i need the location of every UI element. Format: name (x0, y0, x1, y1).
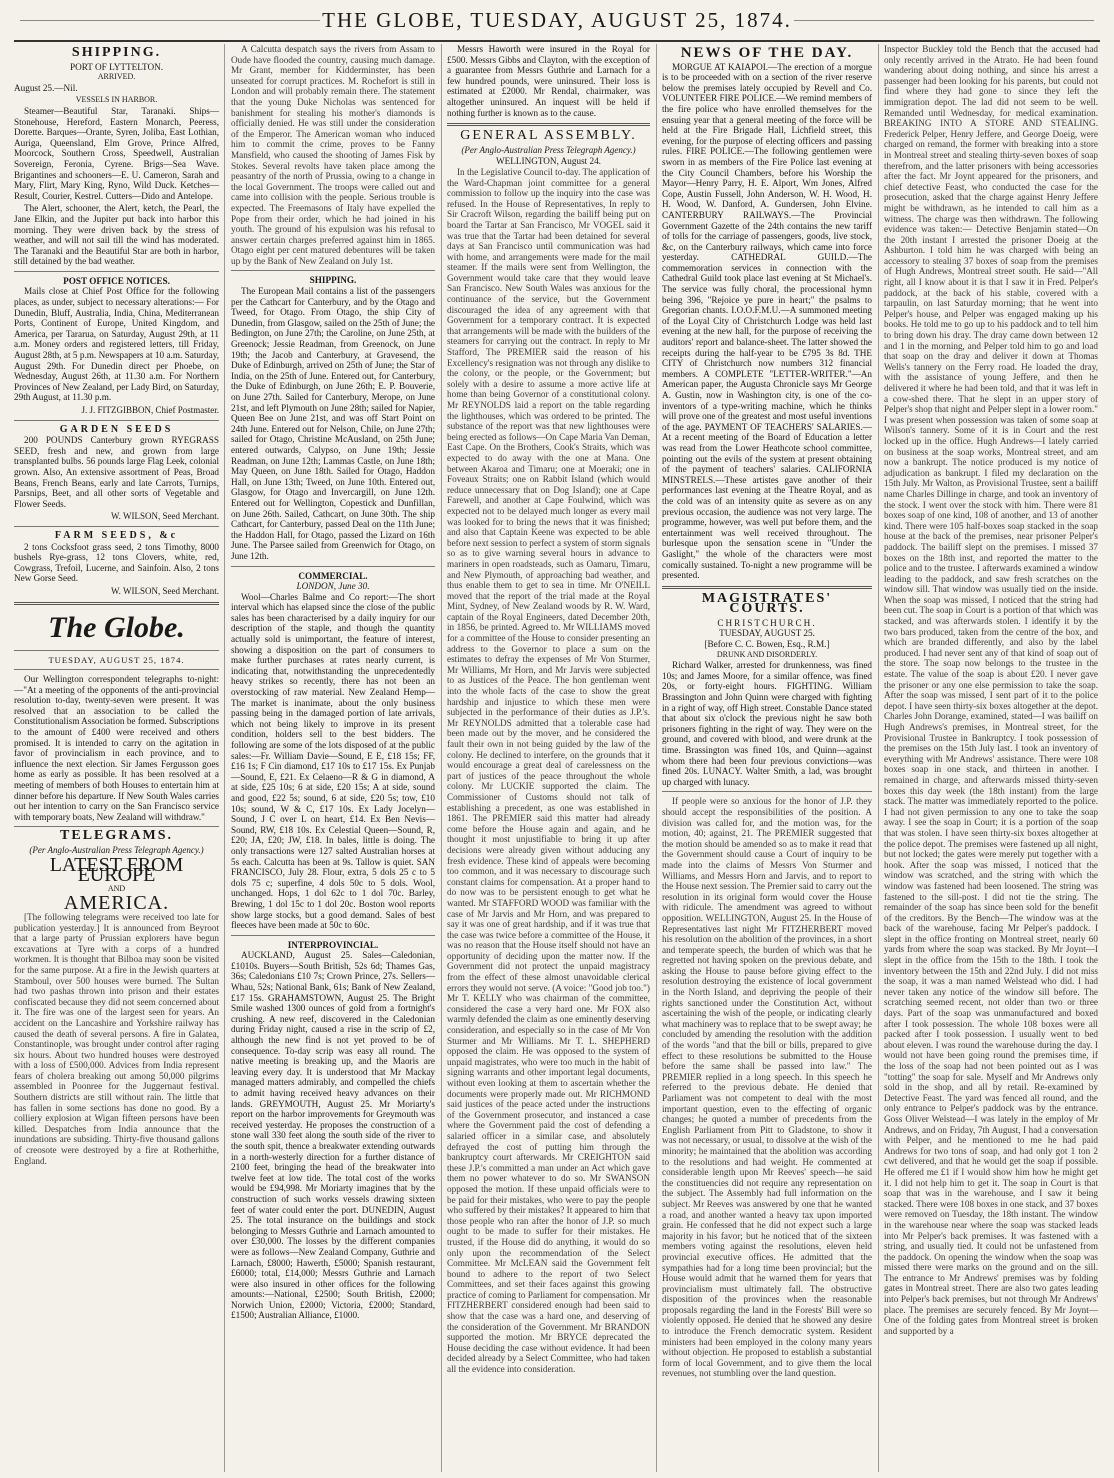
court-report-text: Inspector Buckley told the Bench that the accused had only recently arrived in the Atrato. He had been found wandering about doing nothing, and since his arrest a passenger had been looking for his parents, but could not find where they had gone to since they left the immigration depot. The lad did not seem to be well. Remanded until Wednesday, for medical examination. BREAKING INTO A STORE AND STEALING. Frederick Pelper, Henry Jeffere, and George Doeig, were charged on remand, the former with breaking into a store in Montreal street and stealing thirty-seven boxes of soap therefrom, and the latter prisoners with being accessories after the fact. Mr Joynt appeared for the prisoners, and chief detective Feast, who conducted the case for the prosecution, asked that the charge against Henry Jeffere might be withdrawn, as he intended to call him as a witness. The charge was then withdrawn. The following evidence was taken:— Detective Benjamin stated—On the 20th instant I arrested the prisoner Doeig at the Ashburton. I told him he was charged with being an accessory to stealing 37 boxes of soap from the premises of Hugh Andrews, Montreal street south. He said—"All right, all I know about it is that I saw it in Fred. Pelper's paddock, at the back of his stable, covered with a tarpaulin, on last Saturday morning; that he went into Pelper's house, and Pelper was engaged making up his books. He told me to go up to his paddock and to tell him to bring down his dray. The dray came down between 12 and 1 in the morning, and Pelper told him to go and load that soap on the dray and deliver it down at Thomas Wells's tannery on the Ferry road. He loaded the dray, with the assistance of young Jeffere, and then he delivered it where he had been told, and that it was left in a cow-shed there. That he slept in an upper story of Pelper's shop that night and Pelper slept in a lower room." I was present when possession was taken of some soap at Wilson's tannery. Some of it is in Court and the rest locked up in the office. Hugh Andrews—I lately carried on business at the soap works, Montreal street, and am now a bankrupt. The notice produced is my notice of adjudication as bankrupt. I filed my declaration on the 15th July. Mr Walton, as Provisional Trustee, sent a bailiff name Charles Dillinge in charge, and took an inventory of the stock. I went over the stock with him. There were 81 boxes soap of one kind, 108 of another, and 13 of another kind. There were 105 half-boxes soap stacked in the soap house at the back of the premises, near prisoner Pelper's paddock. The bailiff slept on the premises. I missed 37 boxes on the 18th inst, and reported the matter to the police and to the trustee. I afterwards examined a window leading to the paddock, and saw fresh scratches on the window sill. That window was usually tied on the inside. When the soap was missed, I noticed that the string had been cut. The soap in Court is a portion of that which was stacked, and was afterwards stolen. I identify it by the two bars produced, taken from the centre of the box, and which are branded differently, and also by the label produced. I had never sent any of that kind of soap out of the store. The soap now belongs to the trustee in the estate. The value of the soap is about £20. I never gave the prisoner or any one else permission to take the soap. After the soap was missed, I sent part of it to the police depot. I have seen thirty-six boxes altogether at the depot. Charles John Dorange, examined, stated—I was bailiff on Hugh Andrews's premises, in Montreal street, for the Provisional Trustee in Bankruptcy. I took possession of the premises on the 15th July last. I took an inventory of everything with Mr Andrews' assistance. There were 108 boxes soap in one stack, and thirteen in another. I remained in charge, and afterwards missed thirty-seven boxes this day week (the 18th instant) from the large stack. The matter was immediately reported to the police. I had not given permission to any one to take the soap away. I see the soap in Court; it is a portion of the soap that was stolen. I have seen thirty-six boxes altogether at the police depot. The premises were fastened up all night, but not locked; the gates were merely put together with a hook. After the soap was missed, I noticed that the window was scratched, and the string with which the window was fastened had been loosened. The string was fastened to the sill-post. I did not tie the string. The remainder of the soap has since been sold for the benefit of the creditors. By the Bench—The window was at the back of the warehouse, facing Mr Pelper's paddock. I slept in the office fronting on Montreal street, nearly 60 yards from where the soap was stacked. By Mr Joynt—I slept in the office from the 15th to the 18th. I took the inventory between the 15th and 22nd July. I did not miss the soap, it was a man named Welstead who did. I had never taken any notice of the window sill before. The scratching seemed recent, not older than two or three days. Part of the soap was unmanufactured and boxed after I took possession. The whole 108 boxes were all packed after I took possession. I usually went to bed about eleven. I was round the warehouse during the day. I would not have been going round the premises time, if the loss of the soap had not been pointed out as I was "totting" the soap for sale. Myself and Mr Andrews only sold in the shop, and all by retail. Re-examined by Detective Feast. The yard was fenced all round, and the only entrance to Pelper's paddock was by the entrance. Goss Oliver Welstead—I was lately in the employ of Mr Andrews, and on Friday, 7th August, I had a conversation with Pelper, and he mentioned to me he had paid Andrews for two tons of soap, and had only got 1 ton 2 cwt delivered, and that he would get the soap if possible. He offered me £1 if I would show him how he might get it. I did not help him to get it. The soap in Court is that soap that was in the warehouse, and I saw it being stacked. There were 108 boxes in one stack, and 37 boxes were removed on Tuesday, the 18th instant. The window in the warehouse near where the soap was stacked leads into Mr Pelper's back premises. It was fastened with a string, and usually tied. It could not be unfastened from the paddock. On opening the window when the soap was missed there were marks on the ground and on the sill. The entrance to Mr Andrews' premises was by folding gates in Montreal street. There are also two gates leading into Pelper's back premises, but not through Mr Andrews' place. The premises are securely fenced. By Mr Joynt—One of the folding gates from Montreal street is broken and supported by a (884, 44, 1098, 1336)
news-of-the-day-text: MORGUE AT KAIAPOI.—The erection of a morgue is to be proceeded with on a section of the river reserve below the premises lately occupied by Revell and Co. VOLUNTEER FIRE POLICE.—We remind members of the fire police who have enrolled themselves for the ensuing year that a general meeting of the force will be held at the Fire Brigade Hall, Lichfield street, this evening, for the purpose of electing officers and passing rules. FIRE POLICE.—The following gentlemen were sworn in as members of the Fire Police last evening at the City Council Chambers, before his Worship the Mayor—Henry Parry, H. E. Alport, Wm Jones, Alfred Cope, Austin Fussell, John Anderson, W. H. Wood, H. H. Wood, W. Danford, A. Gundersen, John Elvine. CANTERBURY RAILWAYS.—The Provincial Government Gazette of the 24th contains the new tariff of tolls for the carriage of passengers, goods, live stock, &c, on the Canterbury railways, which came into force yesterday. CATHEDRAL GUILD.—The commemoration services in connection with the Cathedral Guild took place last evening at St Michael's. The service was fully choral, the processional hymn being 396, "Rejoice ye pure in heart;" the psalms to Gregorian chants. I.O.O.F.M.U.—A summoned meeting of the Loyal City of Christchurch Lodge was held last evening at the new hall, for the purpose of receiving the auditors' report and balance-sheet. The latter showed the receipts during the half-year to be £795 3s 8d. THE CITY of Christchurch now numbers 312 financial members. A COMPLETE "LETTER-WRITER."—An American paper, the Augusta Chronicle says Mr George A. Gustin, now in Washington city, is one of the co-inventors of a type-writing machine, which he thinks will prove one of the greatest and most useful inventions of the age. PAYMENT OF TEACHERS' SALARIES.—At a recent meeting of the Board of Education a letter was read from the Lower Heathcote school committee, pointing out the evils of the system at present obtaining of the payment of teachers' salaries. CALIFORNIA MINSTRELS.—These artistes gave another of their performances last evening at the Theatre Royal, and as the cold was of an intensity quite as severe as on any previous occasion, the audience was not very large. The programme, however, was well put before them, and the entertainment was well received throughout. The burlesque upon the sensation scene in "Under the Gaslight," the whole of the characters were most comically sustained. To-night a new programme will be presented. (662, 61, 872, 581)
divider (231, 270, 435, 271)
news-of-the-day-heading: NEWS OF THE DAY. (680, 45, 854, 61)
telegrams-source: (Per Anglo-Australian Press Telegraph Agency.) (29, 845, 204, 855)
commercial-date: LONDON, June 30. (296, 581, 370, 592)
shipping-heading-2: SHIPPING. (309, 275, 357, 286)
column-2 (231, 44, 435, 1472)
arrived-heading: ARRIVED. (97, 72, 136, 82)
farm-seeds-signature: W. WILSON, Seed Merchant. (111, 585, 219, 596)
divider (662, 586, 872, 589)
latest-text: [The following telegrams were received too late for publication yesterday.] It is announced from Beyroot that a large party of Prussian explorers have begun excavations at Tyre with a corps of a hundred workmen. It is thought that Bilboa may soon be visited for the same purpose. At a fire in the Jewish quarters at Stamboul, over 500 houses were burned. The Sultan had two pashas thrown into prison and their estates confiscated because they did not seem concerned about it. The fire was one of the largest seen for years. An accident on the Lancashire and Yorkshire railway has caused the death of several persons. A fire in Galatea, Constantinople, was brought under control after raging six hours. About two hundred houses were destroyed with a loss of £500,000. Advices from India represent fears of cholera breaking out among 50,000 pilgrims assembled in Poonree for the Juggernaut festival. Southern districts are still without rain. The little that has fallen in some sections has done no good. By a colliery explosion at Wigan fifteen persons have been killed. Despatches from India announce that the inundations are subsiding. Thirty-five thousand gallons of creosote were destroyed by a fire at Rotherhithe, England. (14, 911, 219, 1166)
interprovincial-text: AUCKLAND, August 25. Sales—Caledonian, £1010s. Buyers—South British, 52s 6d; Thames Gas, 36s; Caledonians £10 7s; Crown Prince, 27s. Sellers—Whau, 52s; National Bank, 61s; Bank of New Zealand, £17 15s. GRAHAMSTOWN, August 25. The Bright Smile washed 1300 ounces of gold from a fortnight's crushing. A new reef, discovered in the Caledonian during Friday night, caused a rise in the scrip of £2, although the new find is not yet proved to be of consequence. To-day scrip was easy all round. The native meeting is breaking up, and the Maoris are leaving every day. It is understood that Mr Mackay managed matters admirably, and compelled the chiefs to admit having received heavy advances on their lands. GREYMOUTH, August 25. Mr Moriarty's report on the harbor improvements for Greymouth was received yesterday. He proposes the construction of a stone wall 330 feet along the south side of the river to the south spit, thence a breakwater extending outwards in a north-westerly direction for a further distance of 2100 feet, bringing the head of the breakwater into twelve feet at low tide. The total cost of the works would be £94,998. Mr Moriarty imagines that by the construction of such works vessels drawing sixteen feet of water could enter the port. DUNEDIN, August 25. The total insurance on the buildings and stock belonging to Messrs Guthrie and Larnach amounted to over £30,000. The losses by the different companies were as follows—New Zealand Company, Guthrie and Larnach, £8000; Hawerth, £5000; Spanish restaurant, £6000; total, £14,000; Messrs Guthrie and Larnach were also insured in other offices for the following amounts:—National, £2500; South British, £2000; Norwich Union, £2000; Victoria, £2000; Standard, £1500; Australian Alliance, £1000. (231, 950, 435, 1321)
divider (14, 669, 219, 670)
masthead: THE GLOBE, TUESDAY, AUGUST 25, 1874. (0, 0, 1114, 40)
divider (662, 791, 872, 792)
lead-article: Our Wellington correspondent telegraphs to-night:—"At a meeting of the opponents of the anti-provincial resolution to-day, twenty-seven were present. It was resolved that an association to be called the Constitutionalism Association be formed. Subscriptions to the amount of £400 were received and others promised. It is intended to carry on the agitation in favor of provincialism in each province, and to influence the next election. Sir James Fergusson goes home as early as possible. It has been resolved at a meeting of members of both Houses to entertain him at dinner before his departure. If New South Wales carries out her intention to carry on the San Francisco service with temporary boats, New Zealand will withdraw." (14, 674, 219, 822)
issue-date: TUESDAY, AUGUST 25, 1874. (48, 654, 185, 665)
commercial-text: Wool—Charles Balme and Co report:—The short interval which has elapsed since the close of the public sales has been characterised by a daily inquiry for our description of the staple, and though the quantity actually sold is unimportant, the feature of interest, showing a disposition on the part of consumers to make further purchases at rates nearly current, is indicating that, notwithstanding the unprecedentedly heavy strikes so recently, there has not been an overstocking of raw material. New Zealand Hemp—The market is inanimate, about the only business passing being in the damaged portion of late arrivals, which not being likely to improve in its present condition, holders sell to the best bidders. The following are some of the lots disposed of at the public sales:—Fr. William Davie—Sound, E E, £18 15s; FF, £16 1s; F Cin diamond, £17 10s to £17 15s. Ex Punjab—Sound, E, £21. Ex Celaeno—R & G in diamond, A at side, £25 10s; 6 at side, £20 15s; A at side, sound and good, £22 5s; sound, 6 at side, £20 5s; tow, £10 10s; sound, W & C, £17 10s. Ex Lady Jocelyn—Sound, J C over L on heart, £14. Ex Ben Nevis—Sound, RW, £18 10s. Ex Celestial Queen—Sound, R, £20; JA, £20; JW, £18. In bales, little is doing. The only transactions were 127 salted Australian horses at 5s each. Calcutta has been at 9s. Tallow is quiet. SAN FRANCISCO, July 28. Flour, extra, 5 dols 25 c to 5 dols 75 c; superfine, 4 dols 50c to 5 dols. Wool, unchanged. Hops, 1 dol 62c to 1 dol 70c. Barley, Brewing, 1 dol 15c to 1 dol 20c. Boston wool reports show large stocks, but a good demand. Sales of best fleeces have been made at 50c to 60c. (231, 591, 435, 931)
europe-news-text: A Calcutta despatch says the rivers from Assam to Oude have flooded the country, causing much damage. Mr Grant, member for Kidderminster, has been unseated for corrupt practices. M. Rochefort is still in London and will probably remain there. The statement that the young Duke Nicholas was sentenced for banishment for stealing his mother's diamonds is officially denied. He was still under the consideration of the Emperor. The American woman who induced him to commit the crime, proves to be Fanny Mansfield, who caused the shooting of James Fisk by Stokes. Several revolts have taken place among the peasantry of the north of Prussia, owing to a change in the local Government. The troops were called out and came into collision with the people. Serious trouble is expected. The Freemasons of Italy have expelled the Pope from their order, which he had joined in his youth. The ground of his expulsion was his refusal to answer certain charges preferred against him in 1865. Otago eight per cent matured debentures will be taken up by the Bank of New Zealand on July 1st. (231, 44, 435, 266)
garden-seeds-signature: W. WILSON, Seed Merchant. (111, 511, 219, 522)
column-5 (884, 44, 1098, 1472)
garden-seeds-text: 200 POUNDS Canterbury grown RYEGRASS SEED, fresh and new, and grown from large transplanted bulbs. 56 pounds large Flag Leek, colonial grown. Also, An extensive assortment of Peas, Broad Beans, French Beans, early and late Carrots, Turnips, Parsnips, Beet, and all other sorts of Vegetable and Flower Seeds. (14, 435, 219, 509)
divider (14, 271, 219, 272)
post-text: Mails close at Chief Post Office for the following places, as under, subject to necessary alterations:— For Dunedin, Bluff, Australia, India, China, Mediterranean Ports, Continent of Europe, United Kingdom, and America, per Tararua, on Saturday, August 29th, at 11 a.m. Money orders and registered letters, till Friday, August 28th, at 5 p.m. Newspapers at 10 a.m. Saturday, August 29th. For Dunedin direct per Phoebe, on Wednesday, August 26th, at 11.30 a.m. For Northern Provinces of New Zealand, per Lady Bird, on Saturday, 29th August, at 11.30 p.m. (14, 286, 219, 403)
farm-seeds-ad-title: FARM SEEDS, &c (54, 529, 179, 541)
column-divider (656, 44, 657, 1472)
courts-text: Richard Walker, arrested for drunkenness, was fined 10s; and James Moore, for a similar offence, was fined 20s, or forty-eight hours. FIGHTING. William Brassington and John Quinn were charged with fighting in a right of way, off High street. Constable Dance stated that about six o'clock the previous night he saw both prisoners fighting in the right of way. They were on the ground, and covered with blood, and were drunk at the time. Brassington was fined 10s, and Quinn—against whom there had been four previous convictions—was fined 20s. LUNACY. Walter Smith, a lad, was brought up charged with lunacy. (662, 660, 872, 787)
interprovincial-heading: INTERPROVINCIAL. (287, 939, 379, 950)
courts-bench: [Before C. C. Bowen, Esq., R.M.] (704, 639, 830, 650)
column-divider (224, 44, 225, 1472)
courts-date: TUESDAY, AUGUST 25. (719, 628, 815, 639)
latest-and: AND (107, 883, 126, 893)
garden-seeds-ad-title: GARDEN SEEDS (59, 423, 174, 435)
column-divider (441, 44, 442, 1472)
latest-europe-heading: LATEST FROM EUROPE (49, 853, 184, 887)
general-assembly-date: WELLINGTON, August 24. (496, 156, 601, 167)
assembly-continued-text: If people were so anxious for the honor of J.P. they should accept the responsibilities of the position. A division was called for, and the motion was, for the motion, 40; against, 21. The PREMIER suggested that the motion should be amended so as to make it read that the Government should cause a Court of inquiry to be made into the claims of Messrs Von Sturmer and Williams, and Messrs Horn and Jarvis, and to report to the House next session. The Premier said to carry out the resolution in its original form would cover the House with ridicule. The amendment was agreed to without opposition. WELLINGTON, August 25. In the House of Representatives last night Mr FITZHERBERT moved his resolution on the abolition of the provinces, in a short and temperate speech, the burden of which was that he regretted not having spoken on the previous debate, and asking the House to pause before giving effect to the resolution destroying the existence of local government in the North Island, and depriving the people of their rights sanctioned under the Constitution Act, without ascertaining the wish of the people, or indicating clearly what machinery was to replace that to be swept away; he concluded by amending the resolution with the addition of the words "and that the bill or bills, prepared to give effect to these resolutions be submitted to the House before the same shall be passed into law." The PREMIER replied in a long speech. In this speech he referred to the previous debate. He denied that Parliament was not competent to deal with the most important question, even to the effecting of organic changes; he quoted a number of precedents from the English Parliament from Pitt to Gladstone, to show it was not necessary, or usual, to dissolve at the wish of the minority; he maintained that the abolition was according to the resolutions and had weight. He commented at considerable length upon Mr Reeves' speech—he said the constituencies did not require any representation on the subject. The Assembly had full information on the subject. Mr Reeves was answered by one that he wanted a road, and another wanted a heavy tax upon imported grain. He confessed that he did not expect such a large majority in his favor; but he noticed that of the sixteen members voting against the resolutions, eleven held provincial executive offices. He admitted that the sympathies had for a long time been provincial; but the House would admit that he warned them for years that provincialism must ultimately fall. The obstructive disposition of the provinces when the reasonable proposals regarding the land in the Forests' Bill were so violently opposed. He denied that he showed any desire to introduce the French democratic system. Resident ministers had been employed in the colony many years without objection. He proposed to establish a substantial form of local Government, and to give them the local revenues, not stumbling over the land question. (662, 796, 872, 1379)
alert-text: The Alert, schooner, the Alert, ketch, the Pearl, the Jane Elkin, and the Jupiter put back into harbor this morning. They were driven back by the stress of weather, and will not sail till the wind has moderated. The Taranaki and the Beautiful Star are both in harbor, still detained by the bad weather. (14, 203, 219, 267)
telegrams-heading: TELEGRAMS. (60, 828, 173, 844)
column-divider (878, 44, 879, 1472)
the-globe-logo: The Globe. (48, 610, 185, 644)
post-signature: J. J. FITZGIBBON, Chief Postmaster. (81, 405, 219, 415)
arrived-line: August 25.—Nil. (14, 82, 78, 93)
commercial-heading: COMMERCIAL. (298, 570, 368, 581)
divider (231, 566, 435, 567)
divider (14, 420, 219, 421)
fire-insurance-text: Messrs Haworth were insured in the Royal for £500. Messrs Gibbs and Clayton, with the exception of a guarantee from Messrs Guthrie and Larnach for a few hundred pounds, were uninsured. Their loss is estimated at £2000. Mr Rendal, chairmaker, was altogether uninsured. An inquest will be held if nothing further is known as to the cause. (447, 44, 650, 118)
magistrates-courts-heading: MAGISTRATES' COURTS. (701, 590, 833, 617)
column-1 (14, 44, 219, 1472)
divider (14, 602, 219, 605)
divider (14, 826, 219, 827)
farm-seeds-text: 2 tons Cocksfoot grass seed, 2 tons Timothy, 8000 bushels Rye-grass, 12 tons Clovers, white, red, Cowgrass, Trefoil, Lucerne, and Sainfoin. Also, 2 tons New Gorse Seed. (14, 541, 219, 584)
divider (231, 935, 435, 936)
latest-america-heading: AMERICA. (63, 892, 170, 915)
divider (14, 650, 219, 651)
column-4 (662, 44, 872, 1472)
general-assembly-text: In the Legislative Council to-day. The application of the Ward-Chapman joint committee for a general commission to follow up the inquiry into the case was refused. In the House of Representatives, In reply to Sir Cracroft Wilson, regarding the bailiff being put on board the Tartar at San Francisco, Mr VOGEL said it was true that the Tartar had been detained for several days at San Francisco until communication was had with home, and arrangements were made for the mail steamer. If the mails were sent from Wellington, the Government would take care that they would leave San Francisco. New South Wales was anxious for the continuance of the service, but the Government discouraged the idea of any agreement with that Government for a temporary contract. It is expected that arrangements will be made with the builders of the steamers for carrying out the contract. In reply to Mr Stafford, The PREMIER said the reason of his Excellency's resignation was not through any dislike to the colony, or the people, or the Government; but solely with a desire to assume a more active life at home than being Governor of a constitutional colony. Mr REYNOLDS laid a report on the table regarding the lighthouses, which was ordered to be printed. The substance of the report was that new lighthouses were being erected as follows—On Cape Maria Van Deman, East Cape. On the Brothers, Cook's Straits, which was expected to do away with the one at Mana. One between Akaroa and Timaru; one at Moeraki; one in Foveaux Straits; one on Rabbit Island (which would reduce unnecessary that on Dog Island); one at Cape Farewell, and another at Cape Foulwind, which was expected not to be delayed much longer as every mail was looked for to bring the news that it was finished; and also that Captain Keene was expected to be able before next session to perfect a system of storm signals so as to give warning several hours in advance to mariners in open roadsteads, such as Oamaru, Timaru, and New Plymouth, of approaching bad weather, and thus enable them to get to sea in time. Mr O'NEILL moved that the report of the trial made at the Royal Mint, Sydney, of New Zealand woods by R. W. Ward, captain of the Royal Engineers, dated December 20th, in 1856, be printed. Agreed to. Mr WILLIAMS moved for a committee of the House to consider presenting an address to the Governor to place a sum on the estimates to defray the expenses of Mr Von Sturmer, Mr Williams, Mr Horn, and Mr Jarvis were subjected to as Justices of the Peace. The hon gentleman went into the whole facts of the case to show the great hardship and injustice to which these men were subjected in the performance of their duties as J.P.'s. Mr REYNOLDS admitted that a tolerable case had been made out by the mover, and he considered the fault their own in not being guided by the law of the colony. He declined to interfere, on the grounds that it would encourage a great deal of carelessness on the part of justices of the peace throughout the whole colony. Mr LUCKIE supported the claim. The Commissioner of Customs should not talk of establishing a precedent, as one was established in 1861. The PREMIER said this matter had already come before the House again and again, and he thought it most unjustifiable to bring it up after decisions were already given without adducing any fresh evidence. These kind of appeals were becoming too common, and it was necessary to discourage such constant claims for compensation. At a proper hand to do now was to be persistent enough to get what he wanted. Mr STAFFORD WOOD was familiar with the case of Mr Jarvis and Mr Horn, and was prepared to say it was one of great hardship, and if it was true that the case was twice before a committee of the House, it was no reason that the House itself should not have an opportunity of deciding upon the matter now. If the Government did not protect the unpaid magistracy from the effect of these almost unavoidable clerical errors they would not serve. (A voice: "Good job too.") Mr T. KELLY who was chairman of the committee, considered the case a very hard one. Mr FOX also warmly defended the claim as one eminently deserving consideration, and especially so in the case of Mr Von Sturmer and Mr Williams. Mr T. L. SHEPHERD opposed the claim. He was opposed to the system of unpaid magistrates, who were too much in the habit of signing warrants and other important legal documents, without even looking at them to ascertain whether the documents were properly made out. Mr RICHMOND said justices of the peace acted under the instructions of the Government prosecutor, and instanced a case where the Government paid the cost of defending a salaried officer in a similar case, and absolutely defrayed the cost of putting him through the bankruptcy court afterwards. Mr CREIGHTON said these J.P.'s committed a man under an Act which gave them no power whatever to do so. Mr SWANSON opposed the motion. If these unpaid officials were to be paid for their mistakes, who were to pay the people who suffered by their mistakes? It appeared to him that those people who ran after the honor of J.P. so much ought to be made to suffer for their mistakes. He trusted, if the House did do anything, it would do so only upon the recommendation of the Select Committee. Mr McLEAN said the Government felt bound to adhere to the report of two Select Committees, and set their faces against this growing practice of coming to Parliament for compensation. Mr FITZHERBERT considered enough had been said to show that the case was a hard one, and deserving of the consideration of the Government. Mr BRANDON supported the motion. Mr BRYCE deprecated the House deciding the case without evidence. It had been decided already by a Select Committee, who had taken all the evidence into consideration. (447, 166, 650, 1375)
courts-subheading: DRUNK AND DISORDERLY. (716, 649, 818, 659)
vessels-text: Steamer—Beautiful Star, Taranaki. Ships—Stonehouse, Hereford, Eastern Monarch, Peeress, Dorette. Barques—Orante, Syren, Joliba, East Lothian, Auriga, Queensland, Elm Grove, Prince Alfred, Moorcock, Southern Cross, Speedwell, Australian Sovereign, Feronia, Cyrene. Brigs—Sea Wave. Brigantines and schooners—E. U. Cameron, Sarah and Mary, Flirt, Mary King, Ryno, Wild Duck. Ketches—Result, Courier, Kestrel. Cutters—Dido and Antelope. (14, 105, 219, 201)
shipping-heading: SHIPPING. (71, 45, 162, 60)
masthead-rule (14, 40, 1100, 42)
vessels-heading: VESSELS IN HARBOR. (75, 95, 158, 105)
courts-place: CHRISTCHURCH. (717, 617, 817, 628)
general-assembly-source: (Per Anglo-Australian Press Telegraph Agency.) (461, 144, 636, 155)
divider (447, 123, 650, 126)
general-assembly-heading: GENERAL ASSEMBLY. (460, 128, 637, 144)
divider (14, 526, 219, 527)
post-heading: POST OFFICE NOTICES. (63, 275, 170, 286)
column-3 (447, 44, 650, 1472)
shipping-text: The European Mail contains a list of the passengers per the Cathcart for Canterbury, and by the Otago and Tweed, for Otago. From Otago, the ship City of Dunedin, from Glasgow, sailed on the 25th of June; the Bedington, on June 27th; the Caroline, on June 25th, at Greenock; Jessie Readman, from Greenock, on June 19th; the Jacob and Canterbury, at Gravesend, the Duke of Edinburgh, arrived on 25th of June; the Star of India, on the 25th of June. Entered out, for Canterbury, the Duke of Edinburgh, on June 26th; E. P. Bouverie, on June 27th. Sailed for Canterbury, Merope, on June 21st, and left Plymouth on June 28th; sailed for Napier, Queen Bee on June 21st, and was off Start Point on 24th June. Entered out for Nelson, Chile, on June 27th; sailed for Otago, Christine McAusland, on 25th June; entered outwards, Calypso, on June 19th; Jessie Readman, on June 12th; Lammas Castle, on June 18th; May Queen, on June 18th. Sailed for Otago, Haddon Hall, on June 13th; Tweed, on June 10th. Entered out, Glasgow, for Otago and Invercargill, on June 12th. Entered out for Wellington, Copestick and Dunfillan, on June 26th. Sailed, Cathcart, on June 30th. The ship Cathcart, for Canterbury, passed Deal on the 11th June; the Haddon Hall, for Otago, passed the Lizard on 16th June. The Parsee sailed from Greenwich for Otago, on June 12th. (231, 286, 435, 561)
port-heading: PORT OF LYTTELTON. (69, 61, 164, 72)
